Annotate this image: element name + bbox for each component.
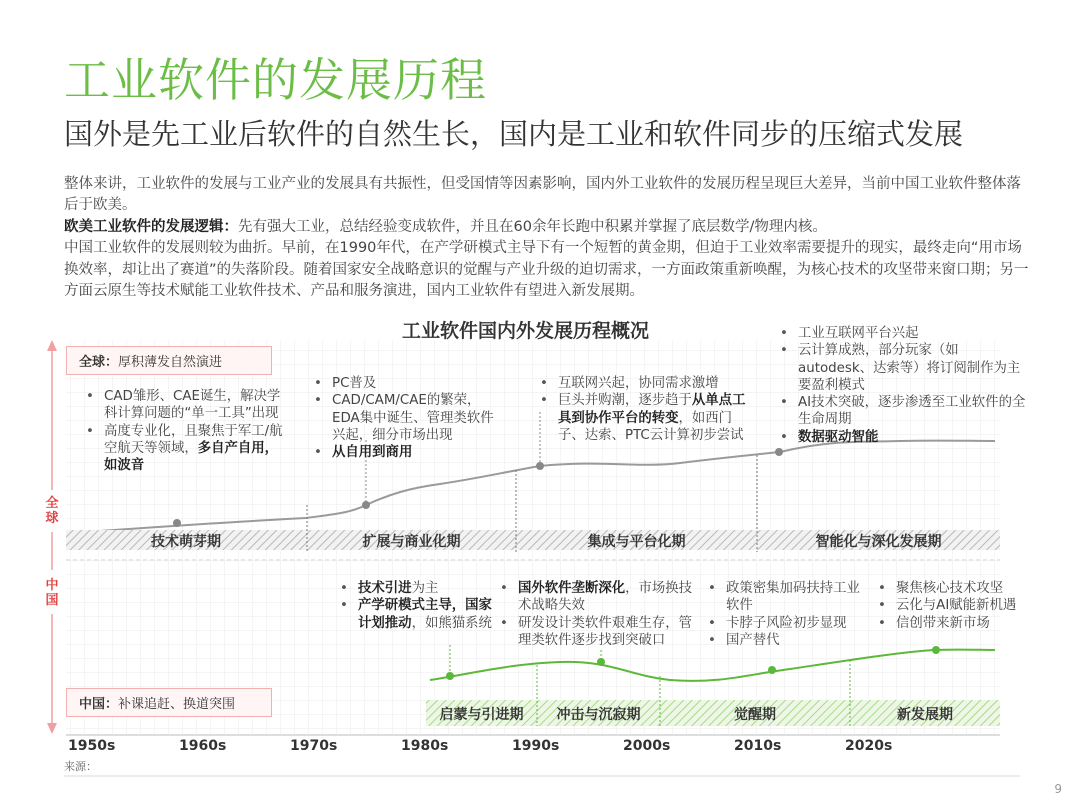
china-note-3-c: • 国产替代 [706, 632, 870, 649]
source-note: 来源： [64, 760, 97, 773]
global-note-4 [778, 325, 1030, 446]
china-note-2-a-text: ，市场换技术战略失效 [518, 581, 693, 614]
china-note-1-b [338, 597, 498, 632]
china-marker-1 [446, 672, 454, 680]
global-note-2-c [312, 444, 502, 461]
china-note-3-a: • 政策密集加码扶持工业软件 [706, 580, 870, 615]
global-note-1-a: • CAD雏形、CAE诞生，解决学科计算问题的“单一工具”出现 [84, 388, 284, 423]
page-number: 9 [1054, 782, 1062, 796]
page-title: 工业软件的发展历程 [64, 53, 487, 107]
global-note-4-d [778, 429, 1030, 446]
global-note-3-b2: 从单点工具到协作平台的转变 [558, 393, 746, 426]
decade-1960s: 1960s [179, 738, 227, 754]
global-stage-3: 集成与平台化期 [587, 534, 686, 550]
global-note-2-c-bold: 从自用到商用 [332, 445, 413, 461]
china-axis-label: 中国 [45, 578, 59, 608]
global-note-4-a: • 工业互联网平台兴起 [778, 325, 1030, 342]
china-marker-3 [768, 666, 776, 674]
china-note-4-b: • 云化与AI赋能新机遇 [876, 597, 1056, 614]
china-note-3-b: • 卡脖子风险初步显现 [706, 615, 870, 632]
china-marker-4 [932, 646, 940, 654]
intro-paragraph-1: 整体来讲，工业软件的发展与工业产业的发展具有共振性，但受国情等因素影响，国内外工业软件的发展历程呈现巨大差异，当前中国工业软件整体落后于欧美。 [64, 176, 1021, 214]
global-tag-lead: 全球： [79, 355, 119, 370]
decade-2000s: 2000s [623, 738, 671, 754]
china-note-4-c: • 信创带来新市场 [876, 615, 1056, 632]
global-marker-3 [536, 462, 544, 470]
china-tag-lead: 中国： [79, 697, 119, 712]
china-note-4-a: • 聚焦核心技术攻坚 [876, 580, 1056, 597]
global-note-3-b3: ，如西门子、达索、PTC云计算初步尝试 [558, 410, 744, 443]
decade-1950s: 1950s [68, 738, 116, 754]
global-note-1-b [84, 423, 284, 475]
global-note-3-b1: 巨头并购潮，逐步趋于 [558, 393, 692, 409]
china-stage-3: 觉醒期 [734, 707, 776, 723]
decade-1970s: 1970s [290, 738, 338, 754]
global-tag [66, 346, 272, 375]
china-note-2-a-bold: 国外软件垄断深化 [518, 581, 626, 596]
global-note-3 [538, 375, 750, 444]
china-tag-text: 补课追赶、换道突围 [118, 697, 236, 712]
china-stage-4: 新发展期 [897, 707, 953, 723]
global-note-1 [84, 388, 284, 474]
intro-paragraph-2-body: 先有强大工业，总结经验变成软件，并且在60余年长跑中积累并掌握了底层数学/物理内核。 [238, 218, 827, 235]
china-note-2-b: • 研发设计类软件艰难生存，管理类软件逐步找到突破口 [498, 615, 704, 650]
global-note-2-b: • CAD/CAM/CAE的繁荣，EDA集中诞生、管理类软件兴起，细分市场出现 [312, 392, 502, 444]
global-stage-1: 技术萌芽期 [151, 534, 221, 550]
global-note-1-b2: 多自产自用，如波音 [104, 440, 279, 474]
china-note-1-c-text: ，如熊猫系统 [411, 615, 492, 631]
decade-1990s: 1990s [512, 738, 560, 754]
china-note-1-a-bold: 技术引进 [358, 581, 412, 596]
china-stage-2: 冲击与沉寂期 [556, 707, 641, 723]
global-stage-2: 扩展与商业化期 [362, 534, 461, 550]
global-note-2-a: • PC普及 [312, 375, 502, 392]
china-note-1-b-bold: 产学研模式主导， [358, 598, 466, 614]
china-note-1 [338, 580, 498, 632]
chart-title: 工业软件国内外发展历程概况 [402, 320, 650, 342]
global-axis-label: 全球 [45, 496, 59, 526]
decade-2020s: 2020s [845, 738, 893, 754]
global-marker-2 [362, 501, 370, 509]
page-subtitle: 国外是先工业后软件的自然生长，国内是工业和软件同步的压缩式发展 [64, 117, 964, 151]
global-note-4-b: • 云计算成熟，部分玩家（如autodesk、达索等）将订阅制作为主要盈利模式 [778, 342, 1030, 394]
china-note-2 [498, 580, 704, 649]
global-note-1-b1: 高度专业化，且聚焦于军工/航空航天等领域， [104, 423, 283, 456]
intro-paragraph-3: 中国工业软件的发展则较为曲折。早前，在1990年代，在产学研模式主导下有一个短暂的黄金期，但迫于工业效率需要提升的现实，最终走向“用市场换效率，却让出了赛道”的失落阶段。随着国家安全战略意识的觉醒与产业升级的迫切需求，一方面政策重新唤醒，为核心技术的攻坚带来窗口期；另一方面云原生等技术赋能工业软件技术、产品和服务演进，国内工业软件有望进入新发展期。 [64, 240, 1029, 300]
global-note-3-a: • 互联网兴起，协同需求激增 [538, 375, 750, 392]
china-tag [66, 688, 272, 717]
decade-2010s: 2010s [734, 738, 782, 754]
global-stage-4: 智能化与深化发展期 [815, 534, 942, 550]
global-marker-4 [775, 448, 783, 456]
china-stage-1: 启蒙与引进期 [439, 707, 524, 723]
china-note-3 [706, 580, 870, 649]
decade-1980s: 1980s [401, 738, 449, 754]
intro-paragraph-2-lead: 欧美工业软件的发展逻辑： [64, 218, 238, 235]
global-note-4-c: • AI技术突破，逐步渗透至工业软件的全生命周期 [778, 394, 1030, 429]
china-note-1-c-bold: 国家计划推动 [358, 598, 492, 631]
global-note-4-d-bold: 数据驱动智能 [798, 429, 879, 445]
global-tag-text: 厚积薄发自然演进 [118, 355, 223, 370]
china-note-2-a [498, 580, 704, 615]
china-note-4 [876, 580, 1056, 632]
china-note-1-a [338, 580, 498, 597]
china-note-1-a-text: 为主 [411, 581, 439, 596]
china-marker-2 [597, 658, 605, 666]
global-marker-1 [173, 519, 181, 527]
global-note-3-b [538, 392, 750, 444]
vertical-axis [47, 340, 57, 734]
global-note-2 [312, 375, 502, 461]
